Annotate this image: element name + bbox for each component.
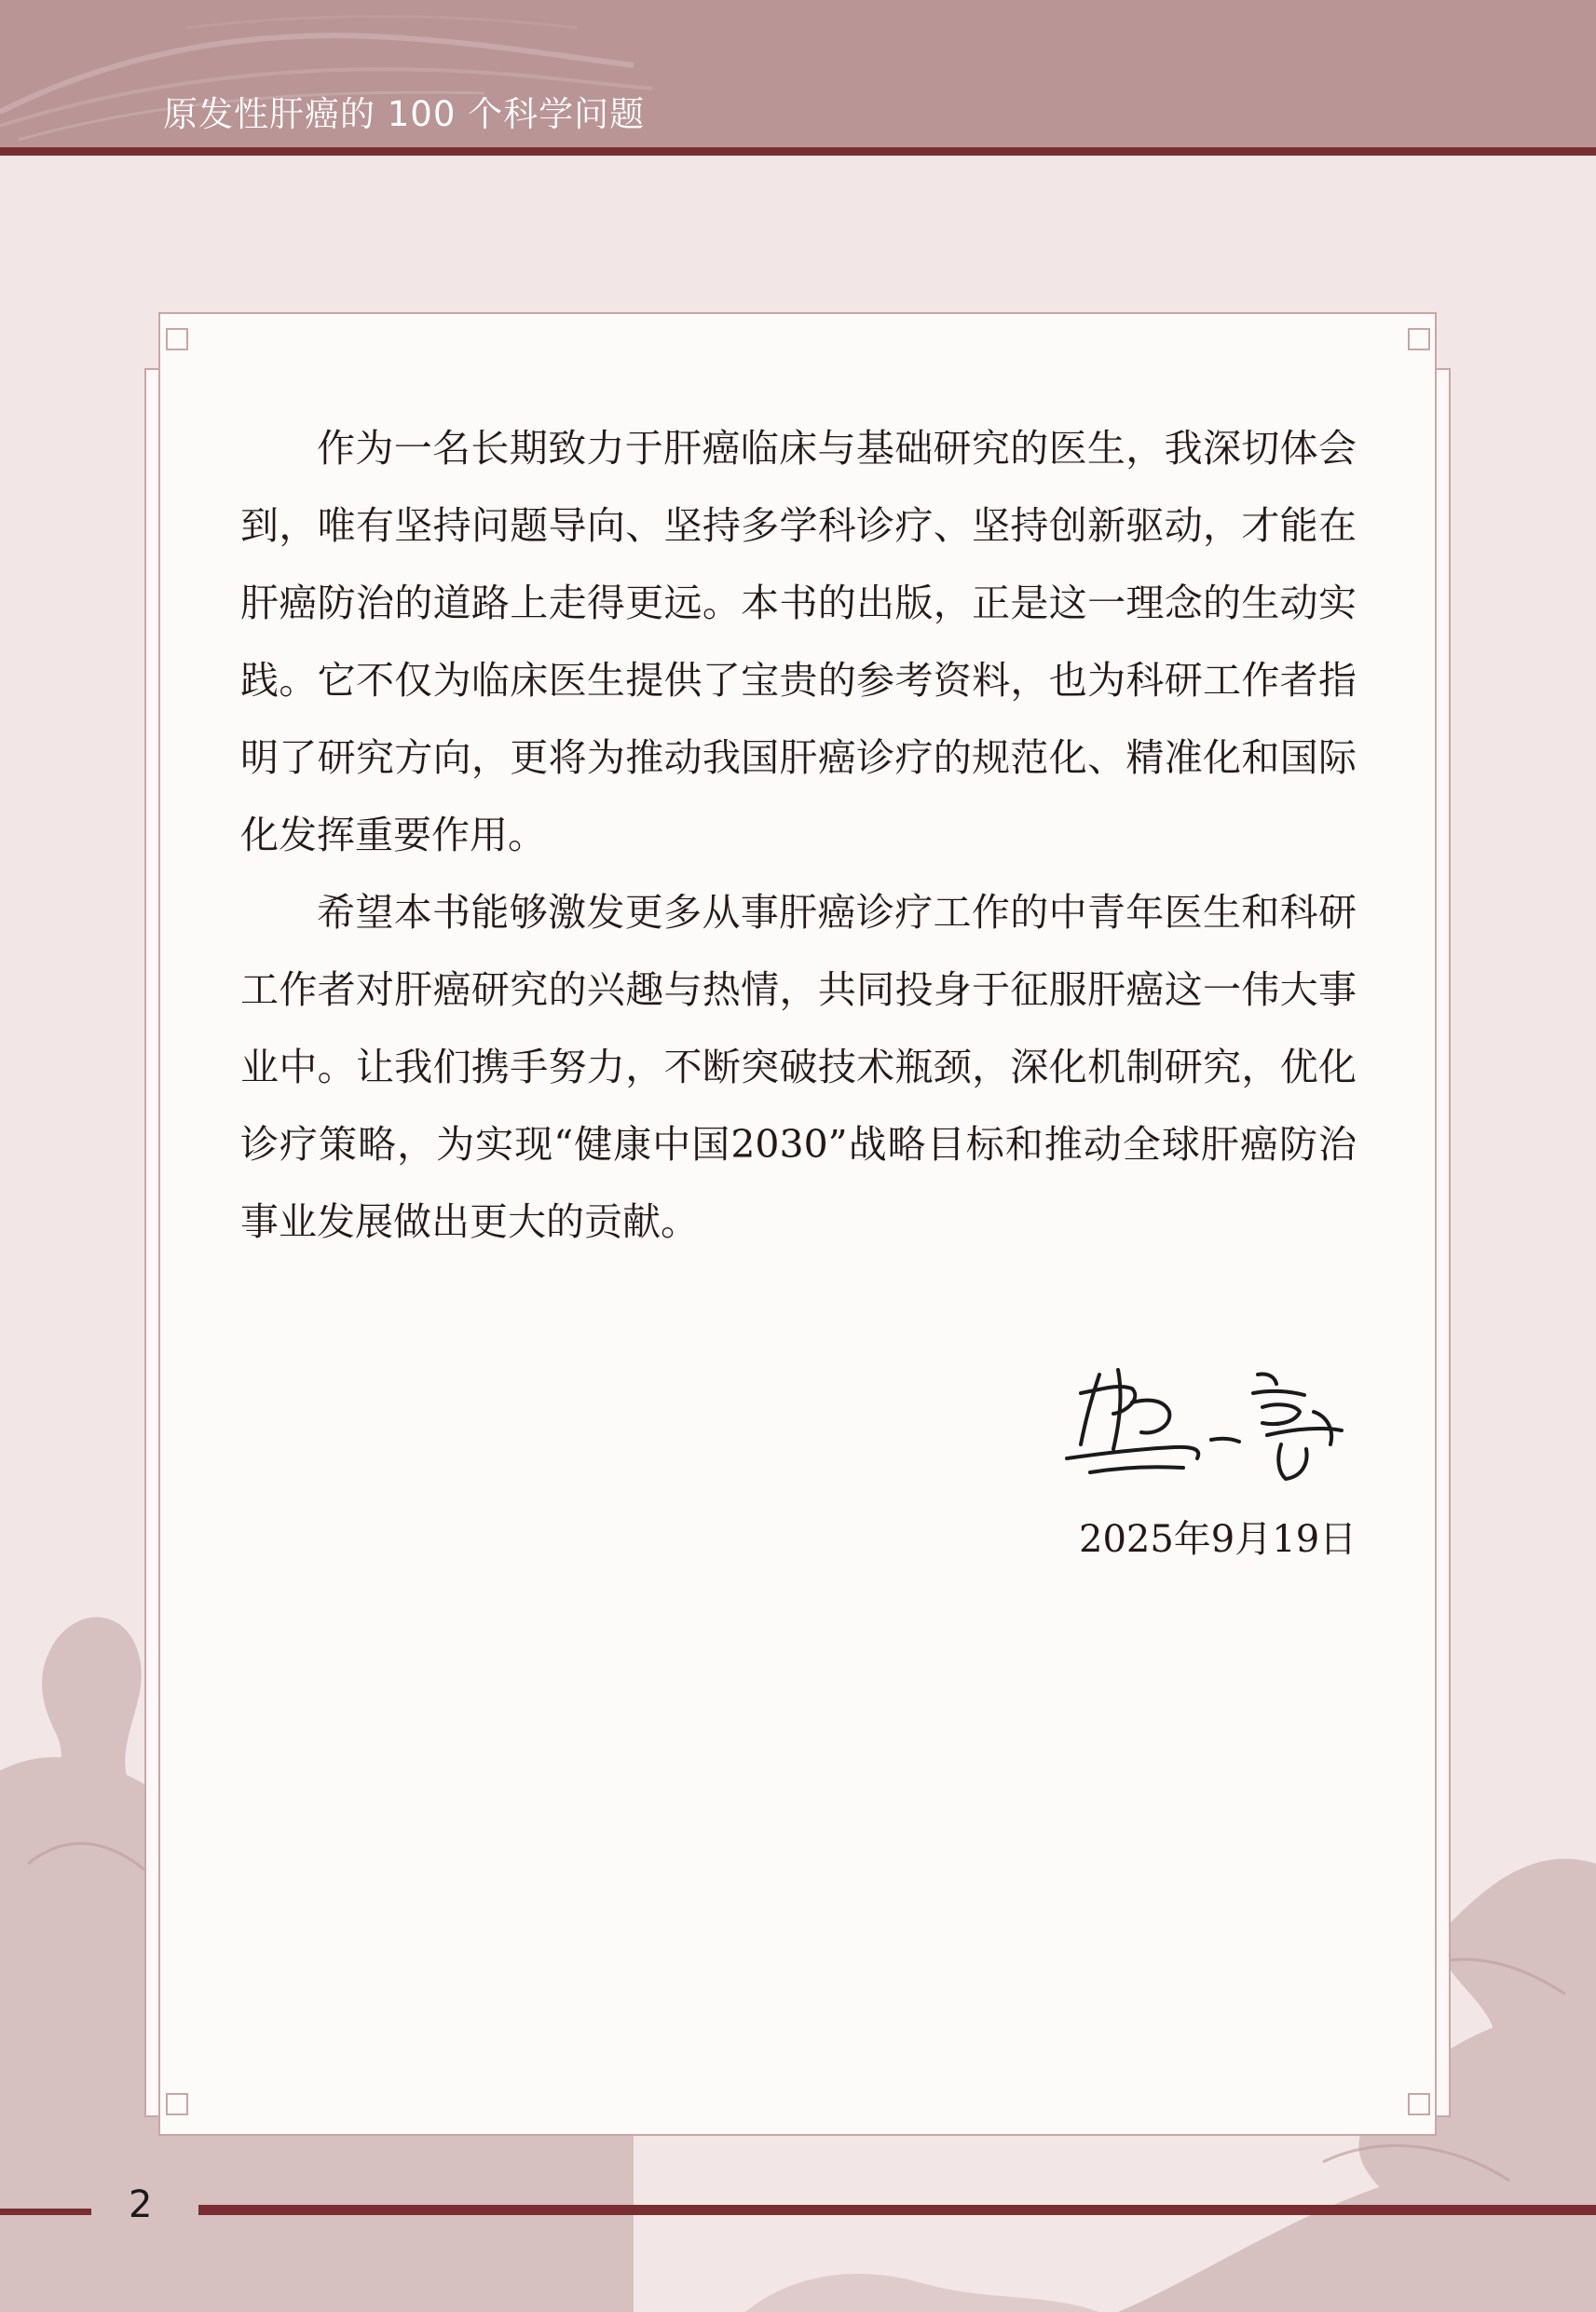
page-number: 2 bbox=[129, 2183, 153, 2226]
preface-body bbox=[240, 410, 1357, 1261]
paragraph: 希望本书能够激发更多从事肝癌诊疗工作的中青年医生和科研工作者对肝癌研究的兴趣与热情，共同投身于征服肝癌这一伟大事业中。让我们携手努力，不断突破技术瓶颈，深化机制研究，优化诊疗策略，为实现“健康中国2030”战略目标和推动全球肝癌防治事业发展做出更大的贡献。 bbox=[240, 890, 1357, 1244]
frame-corner-ornament bbox=[1408, 2093, 1430, 2115]
book-title: 原发性肝癌的 100 个科学问题 bbox=[163, 94, 646, 134]
page-header bbox=[0, 0, 1596, 147]
paragraph: 作为一名长期致力于肝癌临床与基础研究的医生，我深切体会到，唯有坚持问题导向、坚持多学科诊疗、坚持创新驱动，才能在肝癌防治的道路上走得更远。本书的出版，正是这一理念的生动实践。它不仅为临床医生提供了宝贵的参考资料，也为科研工作者指明了研究方向，更将为推动我国肝癌诊疗的规范化、精准化和国际化发挥重要作用。 bbox=[240, 426, 1357, 857]
handwritten-signature bbox=[1062, 1356, 1360, 1496]
footer-rule bbox=[0, 2209, 91, 2215]
header-rule bbox=[0, 147, 1596, 156]
frame-corner-ornament bbox=[1408, 328, 1430, 350]
footer-rule bbox=[198, 2205, 1596, 2215]
frame-corner-ornament bbox=[166, 2093, 188, 2115]
frame-corner-ornament bbox=[166, 328, 188, 350]
signature-date: 2025年9月19日 bbox=[1079, 1518, 1357, 1561]
